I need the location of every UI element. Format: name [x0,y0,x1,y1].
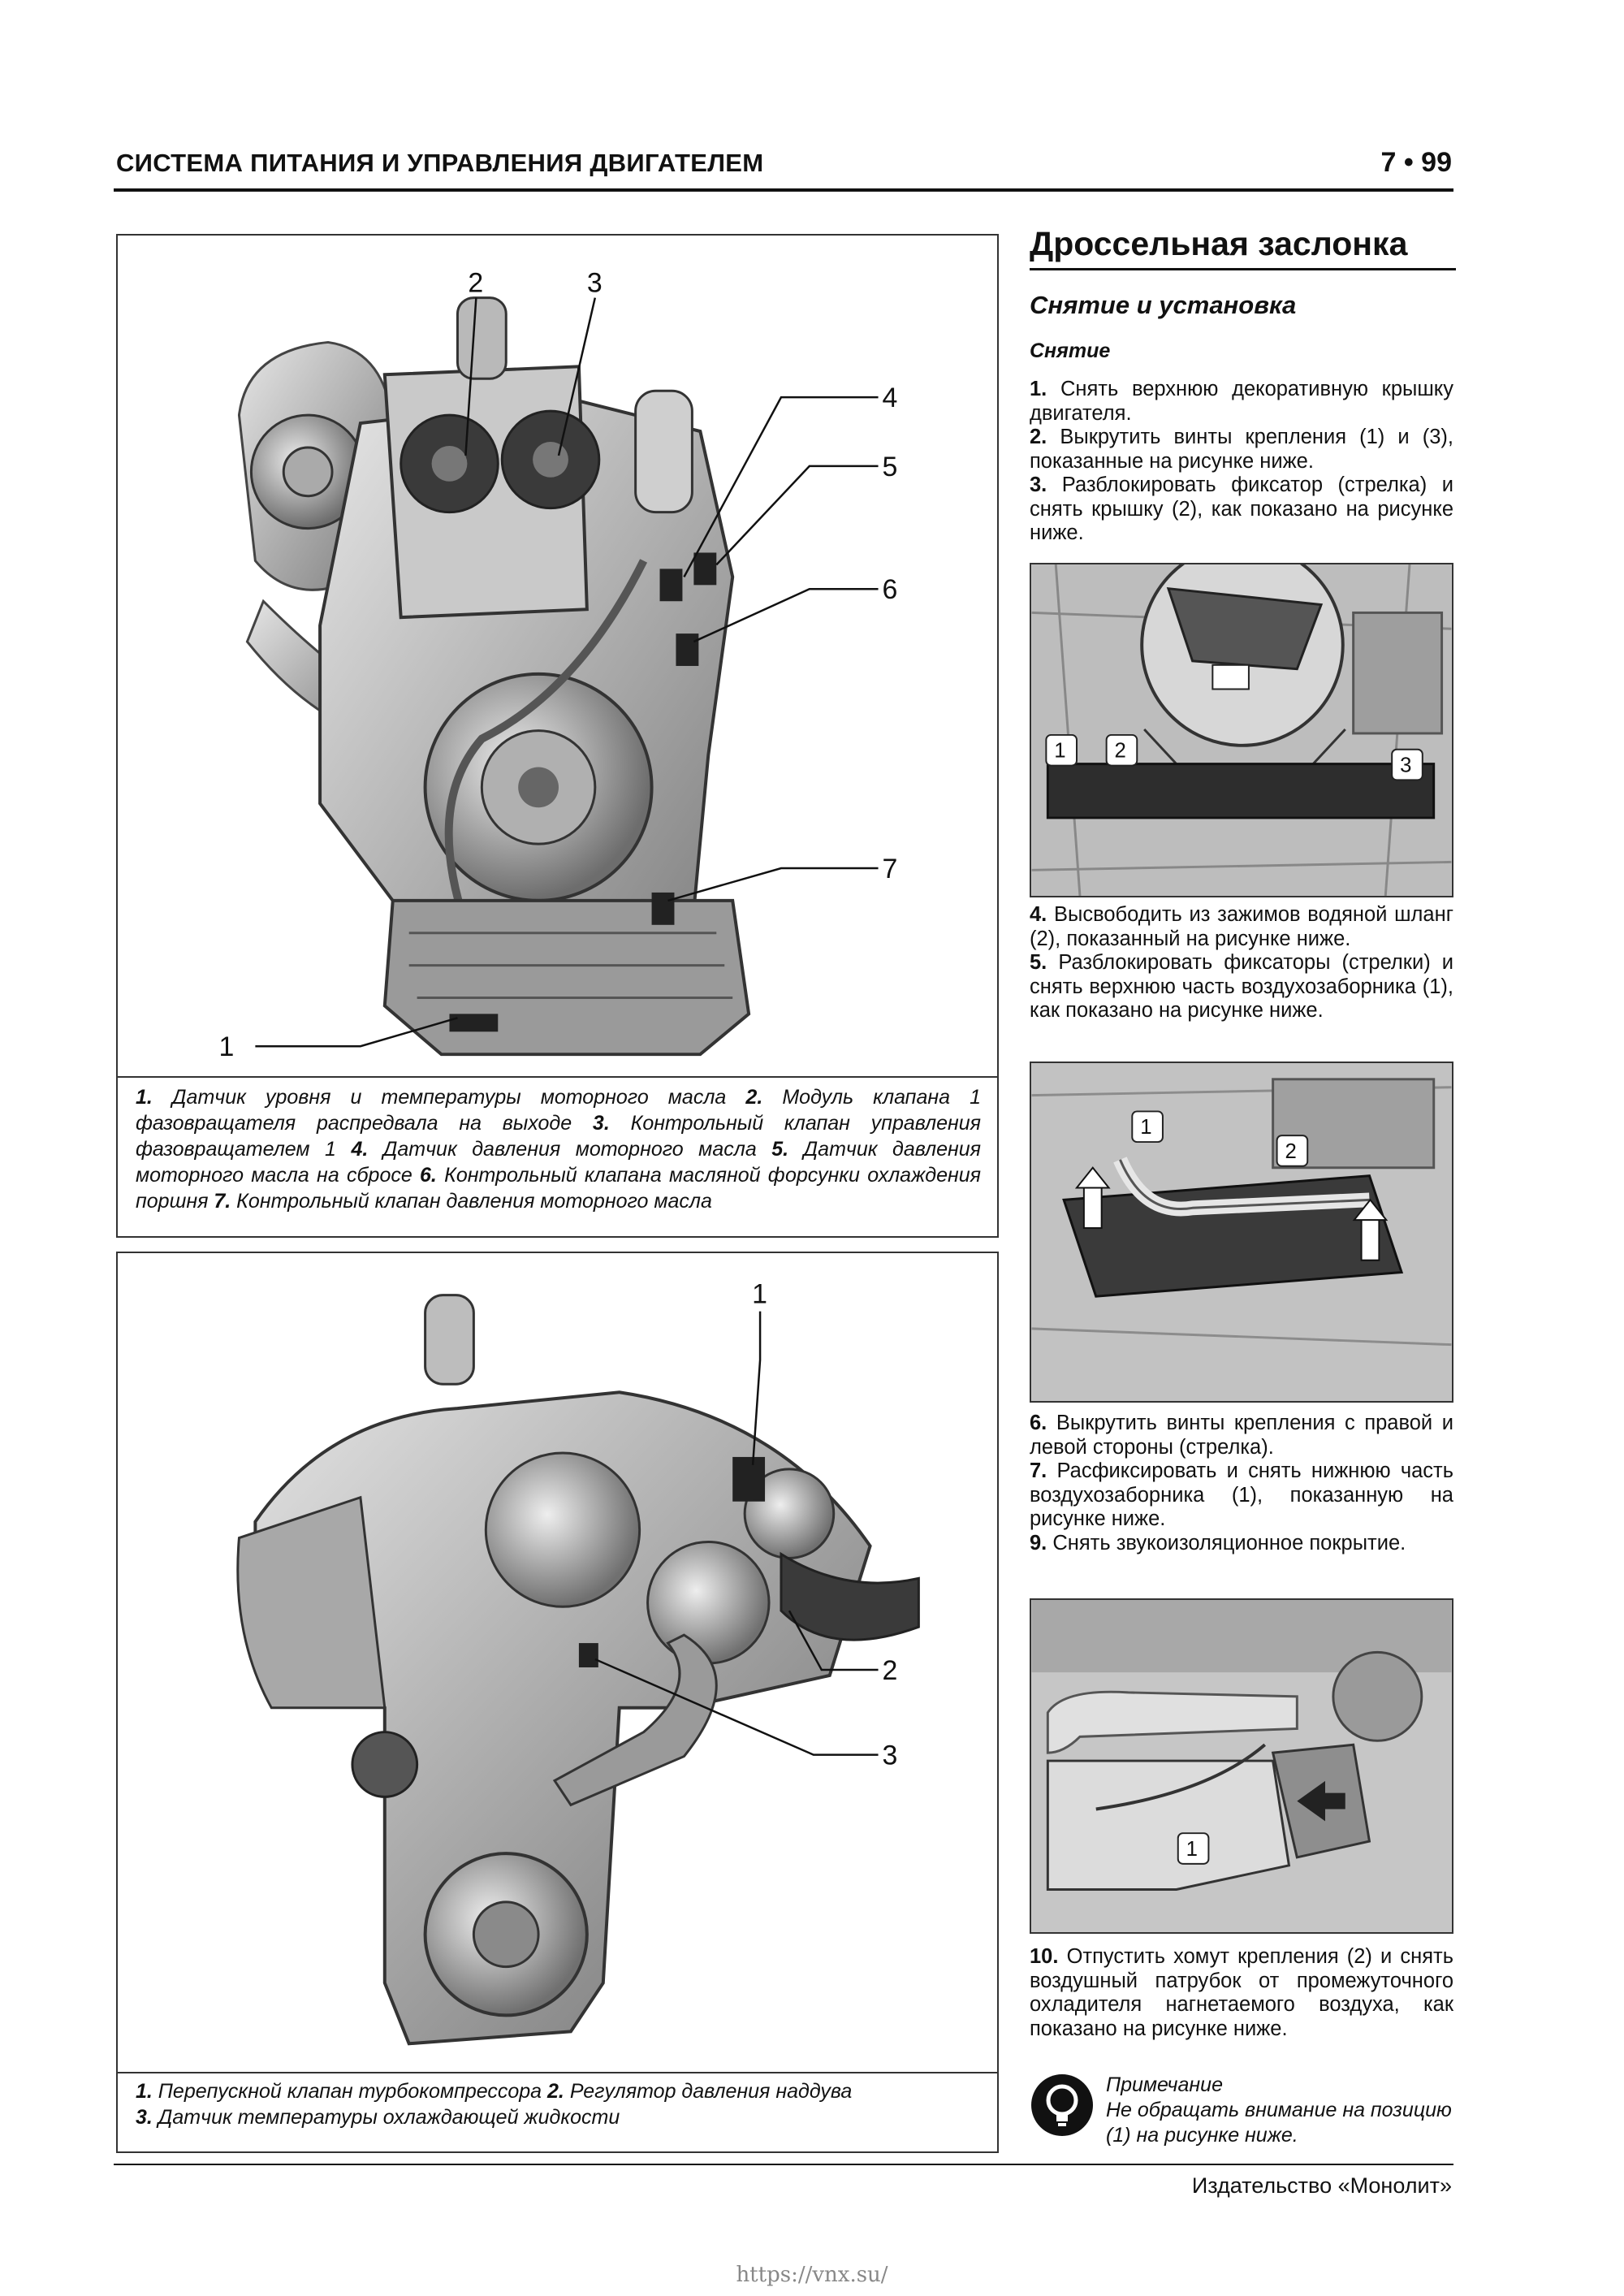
step-10-text: Отпустить хомут крепления (2) и снять воздушный патрубок от промежуточного охладителя нагнетаемого воздуха, как показано на рисунке ниже. [1030,1945,1453,2040]
fig1-caption-num-2: 2. [745,1086,763,1109]
engine-front-illustration [118,236,997,1078]
step-6-text: Выкрутить винты крепления с правой и левой стороны (стрелка). [1030,1412,1453,1459]
fig1-caption [136,1084,981,1214]
photo1-label-1: 1 [1054,739,1066,763]
running-header-title: СИСТЕМА ПИТАНИЯ И УПРАВЛЕНИЯ ДВИГАТЕЛЕМ [116,149,764,177]
steps-group-b [1030,903,1453,1023]
fig2-callout-1: 1 [752,1278,767,1310]
page-number: 7 • 99 [1380,147,1452,178]
fig2-caption-text-3: Датчик температуры охлаждающей жидкости [152,2106,620,2129]
fig1-caption-text-7: Контрольный клапан давления моторного масла [231,1190,712,1213]
note-text: Не обращать внимание на позицию (1) на рисунке ниже. [1106,2099,1452,2147]
fig1-caption-num-1: 1. [136,1086,153,1109]
fig2-caption-text-1: Перепускной клапан турбокомпрессора [152,2080,548,2103]
fig2-caption-num-3: 3. [136,2106,153,2129]
fig1-caption-num-5: 5. [771,1138,789,1161]
fig1-caption-text-6: Контрольный клапана масляной форсунки охлаждения поршня [136,1164,982,1213]
step-1-text: Снять верхнюю декоративную крышку двигателя. [1030,378,1453,425]
fig1-callout-4: 4 [882,383,898,414]
step-1 [1030,378,1453,426]
fig1-caption-text-2: Модуль клапана 1 фазовращателя распредвала на выходе [136,1086,981,1135]
fig2-caption-text-2: Регулятор давления наддува [564,2080,853,2103]
step-10-num: 10. [1030,1945,1059,1968]
step-2-num: 2. [1030,426,1047,448]
fig1-caption-num-3: 3. [592,1112,610,1135]
engine-front-drawing [118,236,997,1076]
step-2 [1030,426,1453,473]
engine-figure-front [116,234,999,1238]
step-4 [1030,903,1453,951]
photo2-label-2: 2 [1285,1139,1297,1163]
publisher: Издательство «Монолит» [1191,2173,1452,2198]
step-2-text: Выкрутить винты крепления (1) и (3), показанные на рисунке ниже. [1030,426,1453,473]
fig2-caption-num-1: 1. [136,2080,153,2103]
step-9 [1030,1532,1453,1556]
step-6-num: 6. [1030,1412,1047,1434]
steps-group-a [1030,378,1453,546]
engine-figure-rear [116,1252,999,2153]
step-5-text: Разблокировать фиксаторы (стрелки) и снять верхнюю часть воздухозаборника (1), как показано на рисунке ниже. [1030,951,1453,1022]
step-3-num: 3. [1030,473,1047,496]
engine-rear-illustration [118,1253,997,2073]
fig1-caption-num-7: 7. [214,1190,231,1213]
fig1-caption-num-4: 4. [351,1138,369,1161]
fig1-caption-text-1: Датчик уровня и температуры моторного масла [152,1086,746,1109]
source-url[interactable]: https://vnx.su/ [736,2263,888,2287]
photo-air-intake-upper-drawing [1031,1063,1452,1401]
steps-group-d [1030,1945,1453,2041]
fig1-callout-7: 7 [882,853,898,884]
photo1-label-2: 2 [1114,739,1126,763]
photo-engine-cover-drawing [1031,564,1452,896]
fig2-caption [136,2078,981,2130]
step-6 [1030,1412,1453,1459]
fig1-caption-num-6: 6. [420,1164,437,1187]
photo-air-intake-lower [1030,1598,1453,1934]
step-9-text: Снять звукоизоляционное покрытие. [1047,1531,1406,1554]
step-3-text: Разблокировать фиксатор (стрелка) и снять крышку (2), как показано на рисунке ниже. [1030,473,1453,544]
fig1-callout-5: 5 [882,451,898,482]
header-divider [114,188,1453,192]
removal-subhead: Снятие [1030,339,1111,362]
step-7 [1030,1459,1453,1532]
step-1-num: 1. [1030,378,1047,400]
fig2-callout-2: 2 [882,1654,898,1686]
step-7-text: Расфиксировать и снять нижнюю часть воздухозаборника (1), показанную на рисунке ниже. [1030,1459,1453,1530]
engine-rear-drawing [118,1253,997,2072]
fig1-callout-1: 1 [218,1031,235,1063]
fig1-caption-text-3: Контрольный клапан управления фазовращателем 1 [136,1112,981,1161]
step-5 [1030,951,1453,1023]
note-title: Примечание [1106,2073,1223,2096]
lightbulb-icon [1030,2073,1095,2138]
fig2-caption-num-2: 2. [547,2080,564,2103]
section-title: Дроссельная заслонка [1030,225,1456,270]
photo3-label-1: 1 [1186,1837,1198,1861]
step-10 [1030,1945,1453,2041]
photo1-label-3: 3 [1400,754,1412,777]
step-3 [1030,473,1453,546]
steps-group-c [1030,1412,1453,1555]
photo2-label-1: 1 [1140,1116,1152,1139]
step-7-num: 7. [1030,1459,1047,1482]
photo-air-intake-upper [1030,1062,1453,1403]
fig1-caption-text-5: Датчик давления моторного масла на сбросе [136,1138,981,1187]
subsection-title: Снятие и установка [1030,291,1297,319]
fig2-callout-3: 3 [882,1740,898,1771]
footer-divider [114,2164,1453,2165]
photo-engine-cover [1030,563,1453,897]
step-9-num: 9. [1030,1531,1047,1554]
fig1-callout-6: 6 [882,574,898,606]
photo-air-intake-lower-drawing [1031,1600,1452,1932]
step-5-num: 5. [1030,951,1047,974]
fig1-callout-3: 3 [586,267,603,299]
fig1-callout-2: 2 [468,267,484,299]
fig1-caption-text-4: Датчик давления моторного масла [368,1138,772,1161]
step-4-text: Высвободить из зажимов водяной шланг (2), показанный на рисунке ниже. [1030,903,1453,950]
step-4-num: 4. [1030,903,1047,926]
